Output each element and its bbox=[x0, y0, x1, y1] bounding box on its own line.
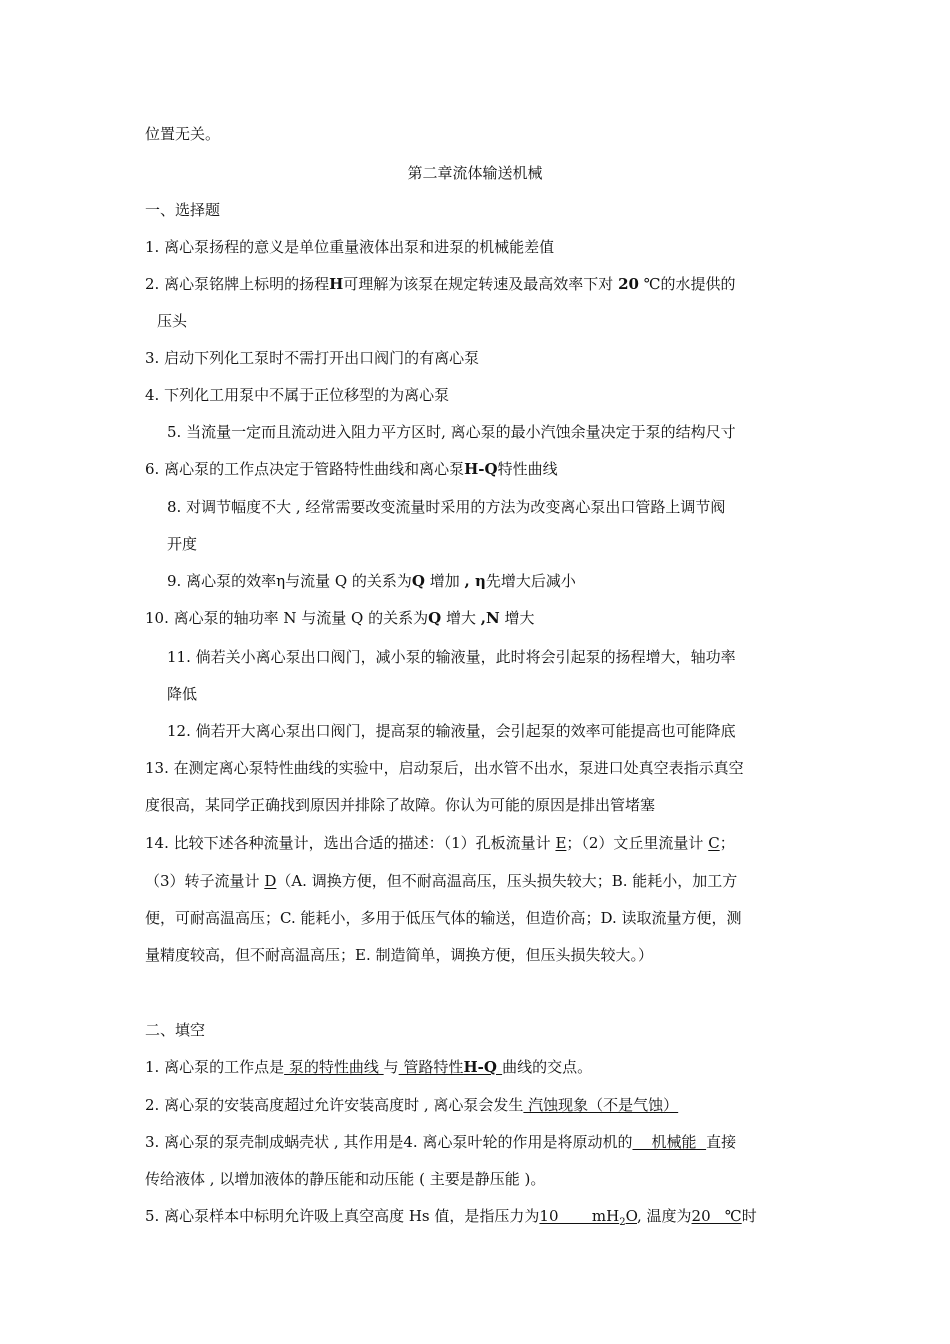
question-13-cont: 度很高，某同学正确找到原因并排除了故障。你认为可能的原因是排出管堵塞 bbox=[145, 796, 656, 814]
fill-question-3-cont: 传给液体 , 以增加液体的静压能和动压能 ( 主要是静压能 )。 bbox=[145, 1170, 546, 1188]
fill-question-3: 3. 离心泵的泵壳制成蜗壳状 , 其作用是4. 离心泵叶轮的作用是将原动机的 机械能 直接 bbox=[145, 1133, 737, 1151]
question-1: 1. 离心泵扬程的意义是单位重量液体出泵和进泵的机械能差值 bbox=[145, 238, 555, 256]
question-14-cont-1: （3）转子流量计 D（A. 调换方便，但不耐高温高压，压头损失较大；B. 能耗小，加工方 bbox=[145, 872, 738, 890]
question-11: 11. 倘若关小离心泵出口阀门，减小泵的输液量，此时将会引起泵的扬程增大，轴功率 bbox=[167, 648, 736, 666]
question-4: 4. 下列化工用泵中不属于正位移型的为离心泵 bbox=[145, 386, 450, 404]
question-8-cont: 开度 bbox=[167, 535, 198, 553]
chapter-title: 第二章流体输送机械 bbox=[407, 164, 543, 182]
question-5: 5. 当流量一定而且流动进入阻力平方区时, 离心泵的最小汽蚀余量决定于泵的结构尺寸 bbox=[167, 423, 736, 441]
fill-question-2: 2. 离心泵的安装高度超过允许安装高度时 , 离心泵会发生 汽蚀现象（不是气蚀） bbox=[145, 1096, 679, 1114]
question-14-cont-3: 量精度较高，但不耐高温高压；E. 制造简单，调换方便，但压头损失较大。） bbox=[145, 946, 653, 964]
line-continuation: 位置无关。 bbox=[145, 125, 221, 143]
question-14: 14. 比较下述各种流量计，选出合适的描述：（1）孔板流量计 E；（2）文丘里流量计 C； bbox=[145, 834, 735, 852]
question-2: 2. 离心泵铭牌上标明的扬程H可理解为该泵在规定转速及最高效率下对 20 ℃的水提供的 bbox=[145, 275, 736, 293]
question-9: 9. 离心泵的效率η与流量 Q 的关系为Q 增加 , η先增大后减小 bbox=[167, 572, 576, 590]
question-12: 12. 倘若开大离心泵出口阀门，提高泵的输液量，会引起泵的效率可能提高也可能降底 bbox=[167, 722, 736, 740]
fill-question-5: 5. 离心泵样本中标明允许吸上真空高度 Hs 值，是指压力为10 $mH_2O$, 温度为20 ℃时 bbox=[145, 1207, 757, 1228]
question-2-cont: 压头 bbox=[157, 312, 188, 330]
section-heading-fill: 二、填空 bbox=[145, 1021, 206, 1039]
question-11-cont: 降低 bbox=[167, 685, 198, 703]
section-heading-choice: 一、选择题 bbox=[145, 201, 221, 219]
question-14-cont-2: 便，可耐高温高压；C. 能耗小，多用于低压气体的输送，但造价高；D. 读取流量方便，测 bbox=[145, 909, 742, 927]
question-13: 13. 在测定离心泵特性曲线的实验中，启动泵后，出水管不出水，泵进口处真空表指示真空 bbox=[145, 759, 744, 777]
question-10: 10. 离心泵的轴功率 N 与流量 Q 的关系为Q 增大 ,N 增大 bbox=[145, 609, 535, 627]
question-6: 6. 离心泵的工作点决定于管路特性曲线和离心泵H-Q特性曲线 bbox=[145, 460, 558, 478]
question-8: 8. 对调节幅度不大 , 经常需要改变流量时采用的方法为改变离心泵出口管路上调节阀 bbox=[167, 498, 726, 516]
fill-question-1: 1. 离心泵的工作点是 泵的特性曲线 与 管路特性H-Q 曲线的交点。 bbox=[145, 1058, 593, 1076]
question-3: 3. 启动下列化工泵时不需打开出口阀门的有离心泵 bbox=[145, 349, 480, 367]
